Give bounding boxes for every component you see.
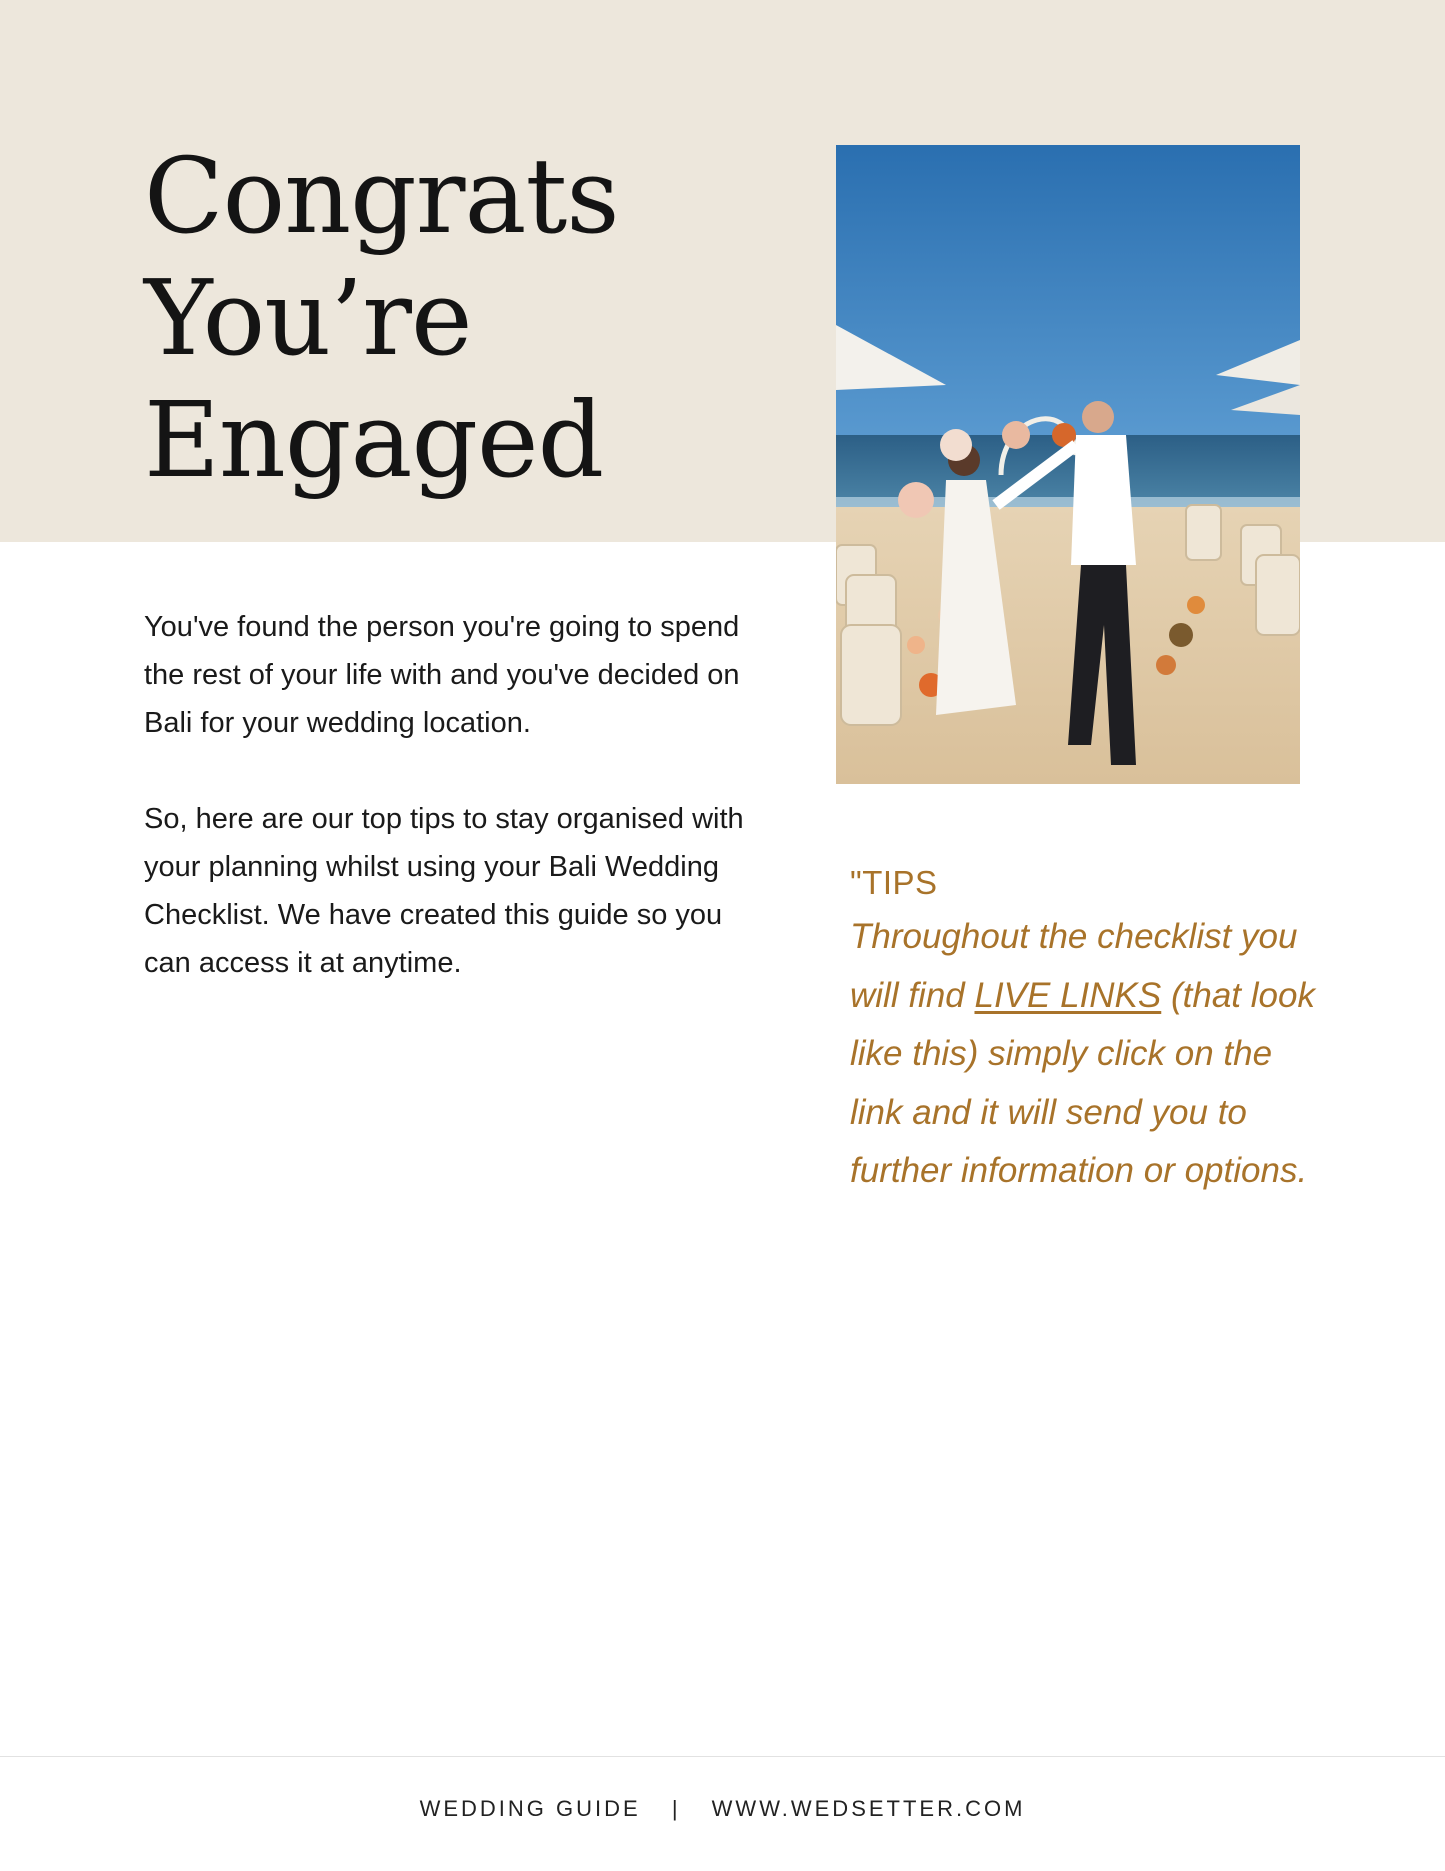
footer-guide-label: WEDDING GUIDE [419,1796,641,1821]
footer-separator: | [671,1796,681,1821]
footer-divider [0,1756,1445,1757]
live-links-link[interactable]: LIVE LINKS [974,975,1162,1015]
title-line-1: Congrats [144,135,619,257]
intro-text [144,603,764,1035]
footer [0,1796,1445,1822]
intro-paragraph-1: You've found the person you're going to spend the rest of your life with and you've decided on Bali for your wedding location. [144,611,740,739]
tips-callout [850,858,1320,1201]
wedding-photo [836,145,1300,784]
tips-text-before-link: Throughout the checklist you will find [850,917,1298,1015]
tips-text-after-link: (that look like this) simply click on the link and it will send you to further information or options. [850,975,1315,1190]
footer-website-link[interactable]: WWW.WEDSETTER.COM [711,1796,1026,1821]
intro-paragraph-2: So, here are our top tips to stay organised with your planning whilst using your Bali Wedding Checklist. We have created this guide so you can access it at anytime. [144,803,744,979]
tips-heading: "TIPS [850,864,938,901]
title-line-3: Engaged [144,379,604,501]
tips-body [850,908,1320,1201]
page-title [144,135,619,501]
title-line-2: You’re [144,257,472,379]
